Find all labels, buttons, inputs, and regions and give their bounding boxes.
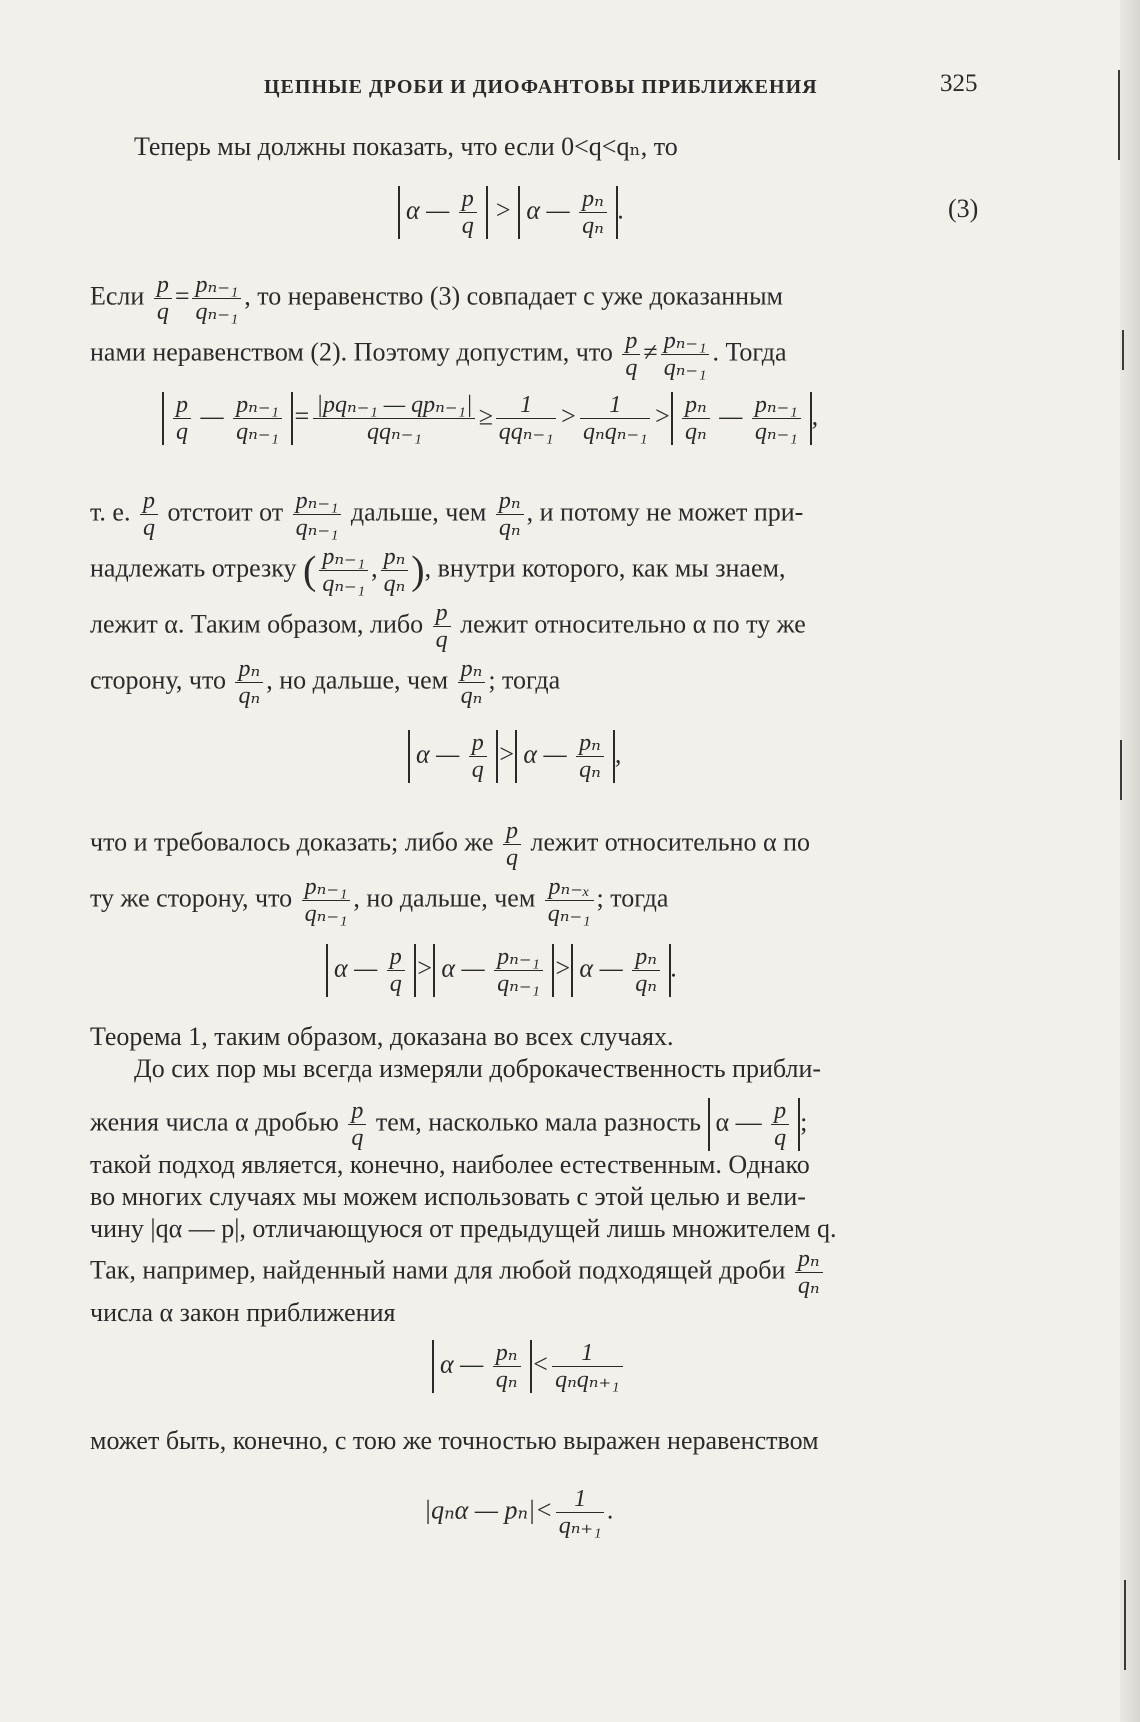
inequality: α — $\frac{p}{q}$ > α — $\frac{\text{pₙ₋₁}}{\text{qₙ₋₁}}$ > α — $\frac{\text{pₙ}}{\text{qₙ}}$ .: [326, 944, 677, 997]
text-line: надлежать отрезку ( $\frac{\text{pₙ₋₁}}{\text{qₙ₋₁}}$ , $\frac{\text{pₙ}}{\text{qₙ}}$ ), внутри которого, как мы знаем,: [90, 544, 786, 597]
text-line: Если $\frac{p}{q}$ = $\frac{\text{pₙ₋₁}}{\text{qₙ₋₁}}$ , то неравенство (3) совпадает с уже доказанным: [90, 272, 784, 325]
text-line: лежит α. Таким образом, либо $\frac{p}{q}$ лежит относительно α по ту же: [90, 600, 806, 653]
text-line: такой подход является, конечно, наиболее естественным. Однако: [90, 1150, 810, 1179]
page-edge-line: [1122, 330, 1124, 370]
inequality-chain: $\frac{p}{q}$ — $\frac{\text{pₙ₋₁}}{\text{qₙ₋₁}}$ = $\frac{\text{|pqₙ₋₁ — qpₙ₋₁|}}{\text{qqₙ₋₁}}$ ≥ $\frac{1}{\text{qqₙ₋₁}}$ > $\frac{1}{\text{qₙqₙ₋₁}}$ > $\frac{\text{pₙ}}{\text{qₙ}}$ — $\frac{\text{pₙ₋₁}}{\text{qₙ₋₁}}$ ,: [162, 392, 818, 445]
page-edge-line: [1118, 70, 1120, 160]
running-title: ЦЕПНЫЕ ДРОБИ И ДИОФАНТОВЫ ПРИБЛИЖЕНИЯ: [264, 76, 818, 98]
text-line: До сих пор мы всегда измеряли доброкачественность прибли-: [134, 1054, 822, 1083]
text-line: Теперь мы должны показать, что если 0<q<qₙ, то: [134, 132, 678, 161]
text-line: числа α закон приближения: [90, 1298, 396, 1327]
page-edge-line: [1124, 1580, 1126, 1670]
page-edge-line: [1120, 740, 1122, 800]
text-line: ту же сторону, что $\frac{\text{pₙ₋₁}}{\text{qₙ₋₁}}$ , но дальше, чем $\frac{\text{pₙ₋ₓ}}{\text{qₙ₋₁}}$ ; тогда: [90, 874, 669, 927]
inequality: α — $\frac{\text{pₙ}}{\text{qₙ}}$ < $\frac{1}{\text{qₙqₙ₊₁}}$: [432, 1340, 626, 1393]
text-line: может быть, конечно, с тою же точностью выражен неравенством: [90, 1426, 819, 1455]
equation-number: (3): [948, 194, 979, 223]
final-inequality: |qₙα — pₙ|< $\frac{1}{\text{qₙ₊₁}}$ .: [424, 1486, 614, 1539]
text-line: чину |qα — p|, отличающуюся от предыдущей лишь множителем q.: [90, 1214, 837, 1243]
text-line: т. е. $\frac{p}{q}$ отстоит от $\frac{\text{pₙ₋₁}}{\text{qₙ₋₁}}$ дальше, чем $\frac{\text{pₙ}}{\text{qₙ}}$ , и потому не может при-: [90, 488, 804, 541]
text-line: Так, например, найденный нами для любой подходящей дроби $\frac{\text{pₙ}}{\text{qₙ}}$: [90, 1246, 982, 1299]
text-line: что и требовалось доказать; либо же $\frac{p}{q}$ лежит относительно α по: [90, 818, 811, 871]
page-edge: [1120, 0, 1140, 1722]
text-line: нами неравенством (2). Поэтому допустим, что $\frac{p}{q}$ ≠ $\frac{\text{pₙ₋₁}}{\text{qₙ₋₁}}$ . Тогда: [90, 328, 787, 381]
equation-3: α — $\frac{p}{q}$ > α — $\frac{\text{pₙ}}{\text{qₙ}}$ .: [398, 186, 624, 239]
text-line: Теорема 1, таким образом, доказана во всех случаях.: [90, 1022, 674, 1051]
page-number: 325: [940, 70, 978, 97]
text-line: жения числа α дробью $\frac{p}{q}$ тем, насколько мала разность α — $\frac{p}{q}$ ;: [90, 1098, 808, 1151]
inequality: α — $\frac{p}{q}$ > α — $\frac{\text{pₙ}}{\text{qₙ}}$ ,: [408, 730, 621, 783]
text-line: сторону, что $\frac{\text{pₙ}}{\text{qₙ}}$ , но дальше, чем $\frac{\text{pₙ}}{\text{qₙ}}$ ; тогда: [90, 656, 561, 709]
text-line: во многих случаях мы можем использовать с этой целью и вели-: [90, 1182, 806, 1211]
